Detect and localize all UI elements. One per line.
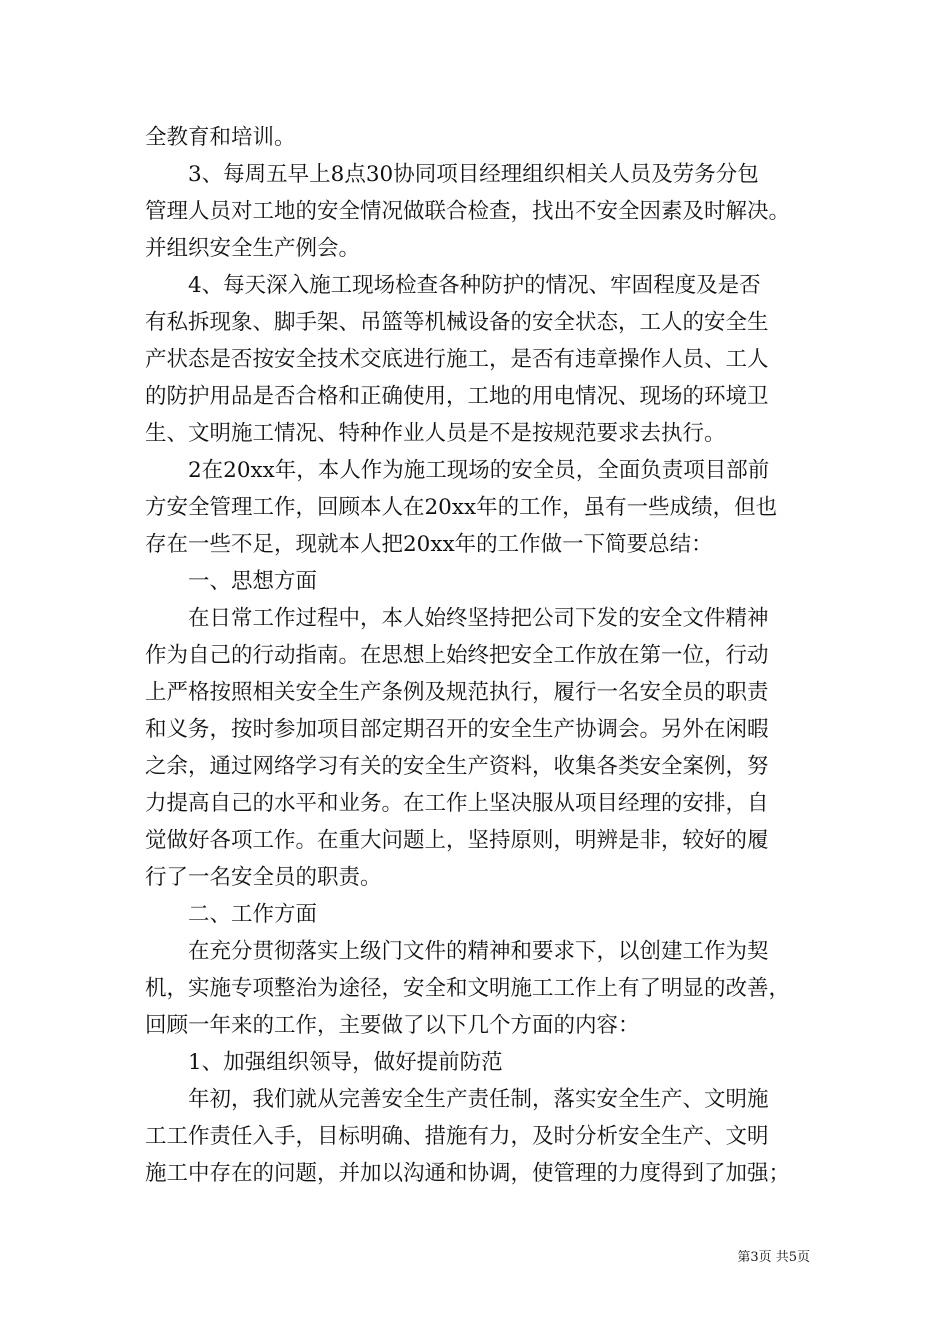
text-line: 产状态是否按安全技术交底进行施工，是否有违章操作人员、工人 xyxy=(145,347,769,372)
text-line: 之余，通过网络学习有关的安全生产资料，收集各类安全案例，努 xyxy=(145,754,769,779)
text-line: 行了一名安全员的职责。 xyxy=(145,865,382,890)
text-line: 的防护用品是否合格和正确使用，工地的用电情况、现场的环境卫 xyxy=(145,384,769,409)
text-line: 回顾一年来的工作，主要做了以下几个方面的内容： xyxy=(145,1013,640,1038)
text-line: 存在一些不足，现就本人把20xx年的工作做一下简要总结： xyxy=(145,532,713,557)
text-line: 2在20xx年，本人作为施工现场的安全员，全面负责项目部前 xyxy=(188,458,770,483)
page-number: 第3页 共5页 xyxy=(737,1250,810,1265)
text-line: 机，实施专项整治为途径，安全和文明施工工作上有了明显的改善， xyxy=(145,976,791,1001)
text-line: 施工中存在的问题，并加以沟通和协调，使管理的力度得到了加强； xyxy=(145,1161,791,1186)
text-line: 生、文明施工情况、特种作业人员是不是按规范要求去执行。 xyxy=(145,421,726,446)
text-line: 方安全管理工作，回顾本人在20xx年的工作，虽有一些成绩，但也 xyxy=(145,495,778,520)
text-line: 在日常工作过程中，本人始终坚持把公司下发的安全文件精神 xyxy=(188,606,769,631)
text-line: 力提高自己的水平和业务。在工作上坚决服从项目经理的安排，自 xyxy=(145,791,769,816)
text-line: 作为自己的行动指南。在思想上始终把安全工作放在第一位，行动 xyxy=(145,643,769,668)
text-line: 上严格按照相关安全生产条例及规范执行，履行一名安全员的职责 xyxy=(145,680,769,705)
section-heading: 一、思想方面 xyxy=(188,569,318,594)
text-line: 年初，我们就从完善安全生产责任制，落实安全生产、文明施 xyxy=(188,1087,769,1112)
text-line: 有私拆现象、脚手架、吊篮等机械设备的安全状态，工人的安全生 xyxy=(145,310,769,335)
text-line: 管理人员对工地的安全情况做联合检查，找出不安全因素及时解决。 xyxy=(145,199,791,224)
text-line: 在充分贯彻落实上级门文件的精神和要求下，以创建工作为契 xyxy=(188,939,769,964)
text-line: 并组织安全生产例会。 xyxy=(145,236,361,261)
text-line: 工工作责任入手，目标明确、措施有力，及时分析安全生产、文明 xyxy=(145,1124,769,1149)
section-heading: 二、工作方面 xyxy=(188,902,318,927)
subsection-heading: 1、加强组织领导，做好提前防范 xyxy=(188,1050,503,1075)
text-line: 3、每周五早上8点30协同项目经理组织相关人员及劳务分包 xyxy=(188,162,759,187)
text-line: 觉做好各项工作。在重大问题上，坚持原则，明辨是非，较好的履 xyxy=(145,828,769,853)
text-line: 4、每天深入施工现场检查各种防护的情况、牢固程度及是否 xyxy=(188,273,761,298)
text-line: 全教育和培训。 xyxy=(145,125,296,150)
text-line: 和义务，按时参加项目部定期召开的安全生产协调会。另外在闲暇 xyxy=(145,717,769,742)
